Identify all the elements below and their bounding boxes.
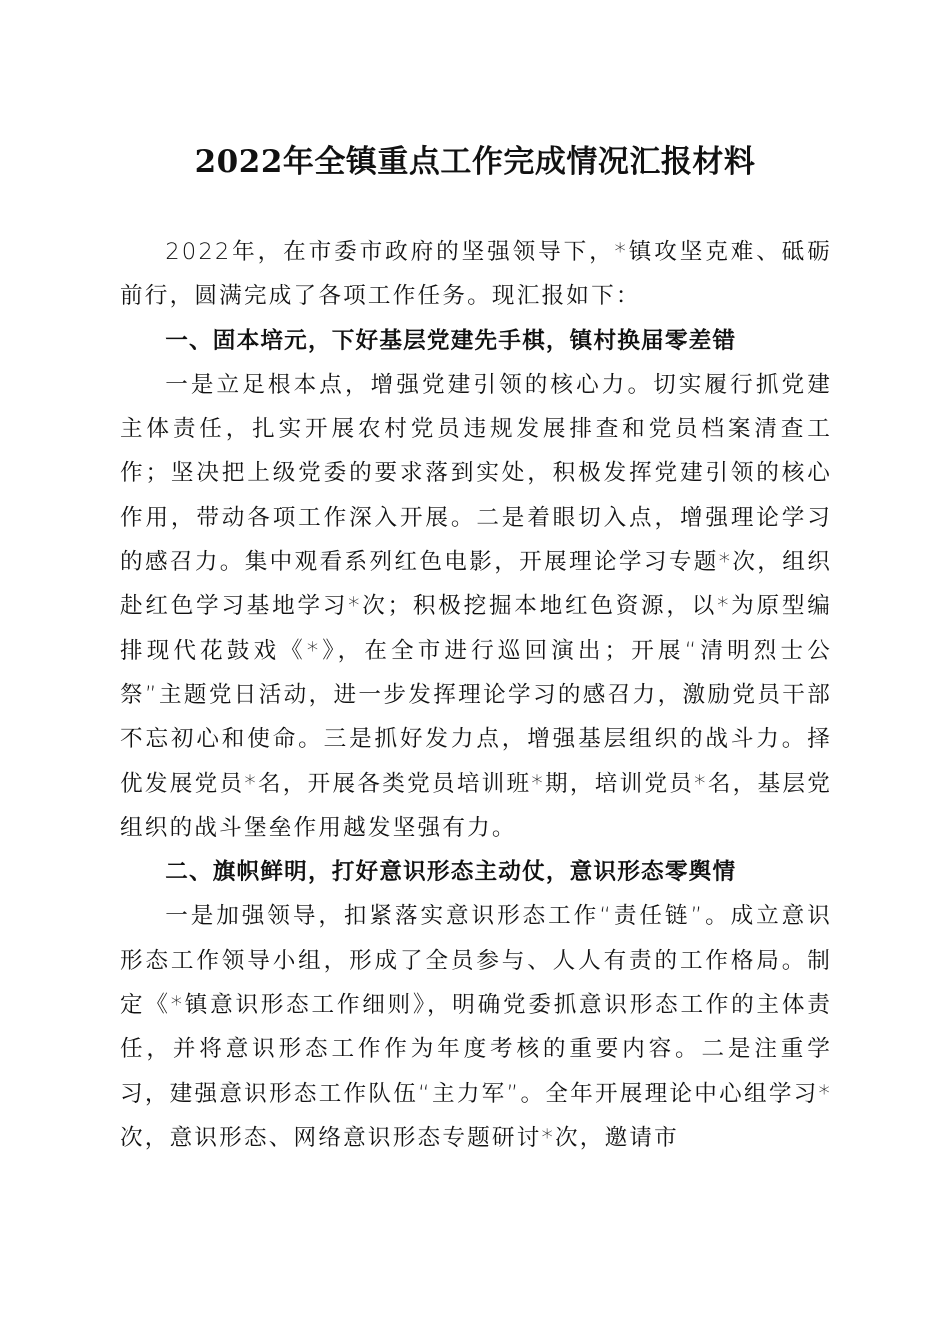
section-heading-1: 一、固本培元，下好基层党建先手棋，镇村换届零差错 <box>165 327 737 354</box>
document-body <box>120 230 832 1160</box>
section-body-1: 一是立足根本点，增强党建引领的核心力。切实履行抓党建主体责任，扎实开展农村党员违规发展排查和党员档案清查工作；坚决把上级党委的要求落到实处，积极发挥党建引领的核心作用，带动各项工作深入开展。二是着眼切入点，增强理论学习的感召力。集中观看系列红色电影，开展理论学习专题*次，组织赴红色学习基地学习*次；积极挖掘本地红色资源，以*为原型编排现代花鼓戏《*》，在全市进行巡回演出；开展“清明烈士公祭”主题党日活动，进一步发挥理论学习的感召力，激励党员干部不忘初心和使命。三是抓好发力点，增强基层组织的战斗力。择优发展党员*名，开展各类党员培训班*期，培训党员*名，基层党组织的战斗堡垒作用越发坚强有力。 <box>120 371 832 841</box>
section-body-2: 一是加强领导，扣紧落实意识形态工作“责任链”。成立意识形态工作领导小组，形成了全员参与、人人有责的工作格局。制定《*镇意识形态工作细则》，明确党委抓意识形态工作的主体责任，并将意识形态工作作为年度考核的重要内容。二是注重学习，建强意识形态工作队伍“主力军”。全年开展理论中心组学习*次，意识形态、网络意识形态专题研讨*次，邀请市 <box>120 903 832 1151</box>
section-heading-2: 二、旗帜鲜明，打好意识形态主动仗，意识形态零舆情 <box>165 859 737 886</box>
intro-paragraph: 2022年，在市委市政府的坚强领导下，*镇攻坚克难、砥砺前行，圆满完成了各项工作任务。现汇报如下： <box>120 239 832 310</box>
document-title: 2022年全镇重点工作完成情况汇报材料 <box>194 144 756 180</box>
